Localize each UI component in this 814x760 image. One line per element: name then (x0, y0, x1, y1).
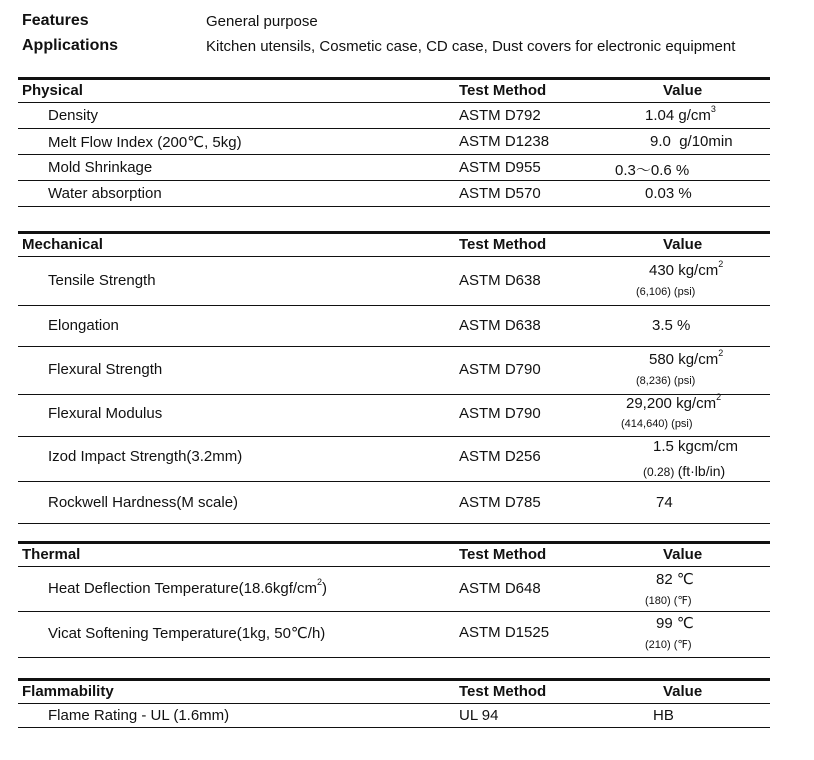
test-method: ASTM D638 (459, 272, 541, 289)
test-method: ASTM D1238 (459, 133, 550, 150)
test-method: UL 94 (459, 707, 499, 724)
value: 9.0 g/10min (650, 133, 733, 150)
value: 1.04 $g/cm^3$ (645, 104, 716, 124)
applications-value: Kitchen utensils, Cosmetic case, CD case, Dust covers for electronic equipment (206, 38, 736, 55)
property-name: Heat Deflection $Temperature(18.6kgf/cm^2)$ (48, 577, 328, 597)
alt-value: (6,106) (psi) (636, 286, 696, 298)
test-method: ASTM D790 (459, 405, 541, 422)
table-row (18, 482, 770, 524)
table-row (18, 306, 770, 347)
table-row (18, 612, 770, 658)
value: 1.5 kgcm/cm (653, 438, 739, 455)
property-name: Izod Impact Strength(3.2mm) (48, 448, 243, 465)
property-name: Density (48, 107, 99, 124)
value: 74 (656, 494, 673, 511)
table-row (18, 103, 770, 129)
flammability-section (18, 678, 770, 728)
alt-value: (180) (℉) (645, 595, 692, 607)
value-heading: Value (663, 546, 703, 563)
table-row (18, 704, 770, 728)
features-value: General purpose (206, 13, 318, 30)
test-method-heading: Test Method (459, 82, 547, 99)
value: 3.5 % (652, 317, 691, 334)
alt-value: (8,236) (psi) (636, 375, 696, 387)
property-name: Flexural Modulus (48, 405, 163, 422)
table-row (18, 567, 770, 612)
value: 430 $kg/cm^2$ (649, 259, 724, 279)
property-name: Flame Rating - UL (1.6mm) (48, 707, 230, 724)
physical-header (18, 77, 770, 103)
property-name: Melt Flow Index (200℃, 5kg) (48, 134, 242, 151)
section-title: Physical (22, 82, 83, 99)
test-method-heading: Test Method (459, 236, 547, 253)
property-name: Tensile Strength (48, 272, 156, 289)
test-method: ASTM D570 (459, 185, 541, 202)
table-row (18, 129, 770, 155)
table-row (18, 392, 770, 437)
test-method: ASTM D955 (459, 159, 541, 176)
property-name: Elongation (48, 317, 119, 334)
property-name: Flexural Strength (48, 361, 163, 378)
table-row (18, 437, 770, 482)
physical-section (18, 77, 770, 207)
alt-value: (210) (℉) (645, 639, 692, 651)
property-name: Vicat Softening Temperature(1kg, 50℃/h) (48, 625, 326, 642)
test-method: ASTM D638 (459, 317, 541, 334)
value-heading: Value (663, 82, 703, 99)
value: 0.03 % (645, 185, 692, 202)
applications-label: Applications (22, 37, 119, 54)
alt-value: (0.28) (ft·lb/in) (643, 463, 726, 479)
test-method: ASTM D256 (459, 448, 541, 465)
mechanical-section (18, 231, 770, 524)
property-name: Mold Shrinkage (48, 159, 153, 176)
value: 99 ℃ (656, 615, 694, 632)
test-method-heading: Test Method (459, 546, 547, 563)
test-method: ASTM D1525 (459, 624, 550, 641)
table-row (18, 257, 770, 306)
value: 29,200 $kg/cm^2$ (626, 392, 722, 412)
test-method: ASTM D785 (459, 494, 541, 511)
test-method: ASTM D648 (459, 580, 541, 597)
test-method: ASTM D790 (459, 361, 541, 378)
table-row (18, 347, 770, 395)
value-heading: Value (663, 683, 703, 700)
value: 580 $kg/cm^2$ (649, 348, 724, 368)
test-method: ASTM D792 (459, 107, 541, 124)
value-heading: Value (663, 236, 703, 253)
property-name: Water absorption (48, 185, 162, 202)
mechanical-header (18, 231, 770, 257)
flammability-header (18, 678, 770, 704)
section-title: Thermal (22, 546, 81, 563)
value: 82 ℃ (656, 571, 694, 588)
test-method-heading: Test Method (459, 683, 547, 700)
value: 0.3～0.6 % (615, 162, 690, 179)
section-title: Flammability (22, 683, 114, 700)
value: HB (653, 707, 674, 724)
property-name: Rockwell Hardness(M scale) (48, 494, 239, 511)
features-label: Features (22, 12, 89, 29)
thermal-section (18, 541, 770, 658)
table-row (18, 181, 770, 207)
alt-value: (414,640) (psi) (621, 418, 693, 430)
section-title: Mechanical (22, 236, 103, 253)
table-row (18, 155, 770, 181)
thermal-header (18, 541, 770, 567)
